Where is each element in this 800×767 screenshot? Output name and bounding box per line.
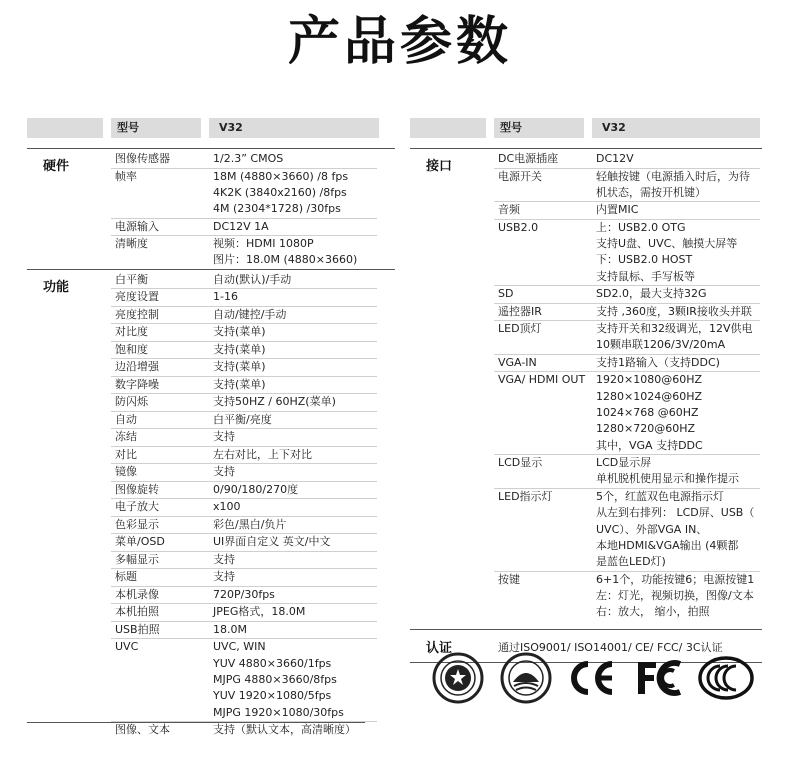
spec-value-line: 支持 ,360度，3颗IR接收头并联 — [596, 304, 752, 318]
spec-value-line: UVC）、外部VGA IN、 — [596, 522, 708, 536]
spec-value — [213, 342, 266, 358]
spec-value-line: MJPG 1920×1080/30fps — [213, 705, 344, 719]
spec-row — [494, 572, 760, 621]
spec-key: 镜像 — [115, 465, 137, 479]
spec-row — [111, 236, 377, 269]
spec-value-line: YUV 1920×1080/5fps — [213, 689, 332, 703]
spec-row — [111, 219, 377, 237]
spec-value — [596, 355, 720, 371]
section-title: 硬件 — [43, 159, 70, 174]
spec-value — [596, 151, 634, 167]
spec-value — [213, 359, 266, 375]
spec-row — [111, 377, 377, 395]
spec-value — [213, 429, 235, 445]
spec-row — [111, 639, 377, 722]
spec-key: UVC — [115, 640, 139, 654]
spec-row — [111, 482, 377, 500]
spec-value — [213, 169, 348, 218]
right-header-bar — [410, 118, 762, 138]
spec-value-line: 左：灯光，视频切换，图像/文本 — [596, 588, 754, 602]
spec-value — [213, 482, 298, 498]
spec-value-line: 支持 — [213, 552, 235, 566]
china-quality-seal-icon — [432, 652, 484, 707]
spec-key: LED指示灯 — [498, 489, 553, 503]
spec-value-line: SD2.0，最大支持32G — [596, 287, 707, 301]
spec-value — [596, 455, 739, 488]
spec-row — [494, 355, 760, 373]
spec-value-line: 1/2.3” CMOS — [213, 152, 284, 165]
spec-value — [596, 169, 750, 202]
spec-value-line: 10颗串联1206/3V/20mA — [596, 338, 726, 352]
spec-value-line: 机状态，需按开机键） — [596, 185, 706, 199]
spec-section — [410, 148, 762, 621]
spec-value-line: 支持 — [213, 430, 235, 444]
spec-key: 对比 — [115, 447, 137, 461]
spec-row — [111, 447, 377, 465]
spec-value — [213, 324, 266, 340]
spec-value — [213, 534, 331, 550]
spec-key: 菜单/OSD — [115, 535, 165, 549]
spec-key: 自动 — [115, 412, 137, 426]
bottom-divider — [27, 722, 365, 723]
spec-value-line: 支持（默认文本，高清晰度） — [213, 723, 356, 737]
spec-row — [494, 151, 760, 169]
spec-value — [596, 489, 754, 570]
spec-value-line: 从左到右排列： LCD屏、USB（ — [596, 506, 755, 520]
spec-row — [111, 169, 377, 219]
spec-value-line: LCD显示屏 — [596, 456, 652, 470]
spec-value-line: UI界面自定义 英文/中文 — [213, 535, 331, 549]
spec-value-line: DC12V — [596, 152, 634, 165]
spec-value-line: 内置MIC — [596, 203, 639, 217]
spec-value-line: 自动/键控/手动 — [213, 307, 287, 321]
spec-row — [111, 587, 377, 605]
spec-value-line: 支持 — [213, 465, 235, 479]
spec-key: 电源输入 — [115, 219, 159, 233]
certification-text: 通过ISO9001/ ISO14001/ CE/ FCC/ 3C认证 — [498, 640, 723, 654]
spec-row — [111, 569, 377, 587]
spec-key: VGA/ HDMI OUT — [498, 373, 586, 387]
spec-value-line: 左右对比，上下对比 — [213, 447, 312, 461]
spec-value-line: 其中，VGA 支持DDC — [596, 438, 703, 452]
spec-value-line: 1-16 — [213, 290, 238, 304]
spec-value — [596, 286, 706, 302]
spec-row — [111, 464, 377, 482]
spec-value — [213, 151, 283, 167]
spec-value-line: 视频：HDMI 1080P — [213, 237, 314, 251]
spec-key: 清晰度 — [115, 237, 148, 251]
spec-value-line: 支持(菜单) — [213, 342, 266, 356]
spec-value — [213, 464, 235, 480]
spec-value-line: 上：USB2.0 OTG — [596, 220, 686, 234]
spec-value — [596, 202, 638, 218]
spec-key: 本机录像 — [115, 587, 159, 601]
spec-value-line: 5个，红蓝双色电源指示灯 — [596, 489, 724, 503]
spec-key: 冻结 — [115, 430, 137, 444]
spec-key: 按键 — [498, 572, 520, 586]
spec-value — [213, 412, 272, 428]
spec-row — [111, 412, 377, 430]
spec-row — [494, 169, 760, 203]
model-value: V32 — [219, 121, 243, 134]
spec-key: 音频 — [498, 203, 520, 217]
spec-row — [111, 722, 377, 739]
spec-row — [111, 604, 377, 622]
spec-key: 电源开关 — [498, 169, 542, 183]
spec-row — [111, 151, 377, 169]
spec-value-line: 是蓝色LED灯) — [596, 555, 666, 569]
spec-value — [213, 722, 356, 738]
certification-logos — [430, 652, 760, 716]
spec-key: 防闪烁 — [115, 395, 148, 409]
spec-row — [494, 489, 760, 572]
page-title: 产品参数 — [287, 12, 512, 72]
spec-key: 多幅显示 — [115, 552, 159, 566]
spec-value — [213, 307, 286, 323]
spec-value — [596, 572, 754, 621]
spec-value — [596, 220, 737, 285]
spec-row — [494, 202, 760, 220]
spec-row — [111, 429, 377, 447]
spec-key: 帧率 — [115, 169, 137, 183]
spec-value-line: 白平衡/亮度 — [213, 412, 272, 426]
spec-row — [111, 307, 377, 325]
right-spec-column — [410, 118, 762, 663]
spec-key: 图像传感器 — [115, 152, 170, 165]
spec-value — [213, 377, 266, 393]
spec-value — [213, 499, 241, 515]
spec-value-line: 自动(默认)/手动 — [213, 272, 292, 286]
spec-value-line: 支持(菜单) — [213, 325, 266, 339]
spec-value-line: 支持50HZ / 60HZ(菜单) — [213, 395, 336, 409]
spec-row — [111, 552, 377, 570]
model-label: 型号 — [117, 121, 139, 134]
spec-key: SD — [498, 287, 514, 301]
spec-value — [213, 552, 235, 568]
spec-value-line: 1280×720@60HZ — [596, 422, 696, 436]
spec-value — [596, 304, 752, 320]
spec-value-line: 18.0M — [213, 622, 247, 636]
spec-row — [494, 372, 760, 455]
spec-value-line: 支持1路输入（支持DDC) — [596, 355, 720, 369]
spec-value-line: 1920×1080@60HZ — [596, 373, 703, 387]
spec-row — [111, 289, 377, 307]
spec-key: 图像、文本 — [115, 723, 170, 737]
spec-value-line: 0/90/180/270度 — [213, 482, 299, 496]
spec-row — [111, 342, 377, 360]
model-label: 型号 — [500, 121, 522, 134]
spec-value — [213, 272, 291, 288]
spec-value-line: 4K2K (3840x2160) /8fps — [213, 185, 347, 199]
spec-value-line: UVC, WIN — [213, 640, 266, 654]
spec-key: LCD显示 — [498, 456, 543, 470]
spec-value-line: 1280×1024@60HZ — [596, 389, 703, 403]
spec-row — [494, 304, 760, 322]
spec-value-line: 本地HDMI&VGA输出 (4颗都 — [596, 538, 739, 552]
spec-value-line: 彩色/黑白/负片 — [213, 517, 287, 531]
spec-value-line: 轻触按键（电源插入时后，为待 — [596, 169, 750, 183]
spec-value-line: MJPG 4880×3660/8fps — [213, 672, 337, 686]
spec-key: LED顶灯 — [498, 322, 542, 336]
spec-value — [213, 447, 312, 463]
ce-mark-icon — [568, 658, 616, 701]
spec-row — [111, 622, 377, 640]
spec-key: DC电源插座 — [498, 152, 559, 165]
spec-value — [213, 604, 305, 620]
spec-value — [213, 639, 344, 720]
section-title: 接口 — [426, 159, 453, 174]
spec-key: 电子放大 — [115, 500, 159, 514]
spec-key: 亮度控制 — [115, 307, 159, 321]
spec-value-line: 1024×768 @60HZ — [596, 406, 699, 420]
ccc-mark-icon — [698, 656, 754, 703]
spec-key: 白平衡 — [115, 272, 148, 286]
spec-value — [213, 517, 286, 533]
spec-value — [213, 394, 336, 410]
spec-value-line: JPEG格式，18.0M — [213, 605, 306, 619]
spec-key: 亮度设置 — [115, 290, 159, 304]
spec-row — [494, 455, 760, 489]
spec-value-line: 支持U盘、UVC、触摸大屏等 — [596, 237, 738, 251]
left-header-bar — [27, 118, 395, 138]
spec-value-line: 6+1个，功能按键6；电源按键1 — [596, 572, 755, 586]
spec-section — [27, 269, 395, 739]
spec-value — [596, 321, 753, 354]
spec-row — [111, 517, 377, 535]
spec-row — [111, 394, 377, 412]
spec-row — [111, 324, 377, 342]
spec-value — [213, 622, 247, 638]
spec-value-line: 图片：18.0M (4880×3660) — [213, 253, 358, 267]
spec-row — [111, 534, 377, 552]
spec-value-line: 720P/30fps — [213, 587, 275, 601]
spec-row — [494, 286, 760, 304]
spec-value — [213, 569, 235, 585]
spec-key: 边沿增强 — [115, 360, 159, 374]
spec-value-line: x100 — [213, 500, 241, 514]
spec-value — [213, 219, 269, 235]
spec-value — [213, 236, 357, 269]
spec-value-line: 18M (4880×3660) /8 fps — [213, 169, 349, 183]
section-title: 功能 — [43, 279, 70, 295]
spec-value-line: 单机脱机使用显示和操作提示 — [596, 472, 739, 486]
spec-row — [111, 272, 377, 290]
spec-value — [596, 372, 703, 453]
energy-saving-seal-icon — [500, 652, 552, 707]
spec-key: 遥控器IR — [498, 304, 542, 318]
spec-key: USB2.0 — [498, 220, 539, 234]
spec-value-line: 下：USB2.0 HOST — [596, 253, 693, 267]
spec-key: 色彩显示 — [115, 517, 159, 531]
spec-key: USB拍照 — [115, 622, 160, 636]
spec-key: 对比度 — [115, 325, 148, 339]
spec-row — [111, 359, 377, 377]
spec-key: 饱和度 — [115, 342, 148, 356]
spec-value-line: 支持 — [213, 570, 235, 584]
spec-key: 图像旋转 — [115, 482, 159, 496]
spec-row — [494, 321, 760, 355]
left-spec-column — [27, 118, 395, 739]
spec-value-line: 支持鼠标、手写板等 — [596, 269, 695, 283]
spec-value-line: DC12V 1A — [213, 219, 269, 233]
spec-key: VGA-IN — [498, 355, 537, 369]
spec-value — [213, 587, 275, 603]
model-value: V32 — [602, 121, 626, 134]
spec-value-line: YUV 4880×3660/1fps — [213, 656, 332, 670]
spec-key: 标题 — [115, 570, 137, 584]
spec-row — [111, 499, 377, 517]
spec-key: 数字降噪 — [115, 377, 159, 391]
spec-value-line: 支持(菜单) — [213, 377, 266, 391]
spec-value — [213, 289, 238, 305]
spec-section — [27, 148, 395, 269]
spec-value-line: 4M (2304*1728) /30fps — [213, 202, 341, 216]
spec-row — [494, 220, 760, 286]
certification-title: 认证 — [426, 640, 453, 656]
fcc-mark-icon — [634, 658, 688, 701]
spec-value-line: 支持(菜单) — [213, 360, 266, 374]
spec-value-line: 支持开关和32级调光，12V供电 — [596, 322, 753, 336]
spec-key: 本机拍照 — [115, 605, 159, 619]
spec-value-line: 右：放大， 缩小，拍照 — [596, 605, 710, 619]
